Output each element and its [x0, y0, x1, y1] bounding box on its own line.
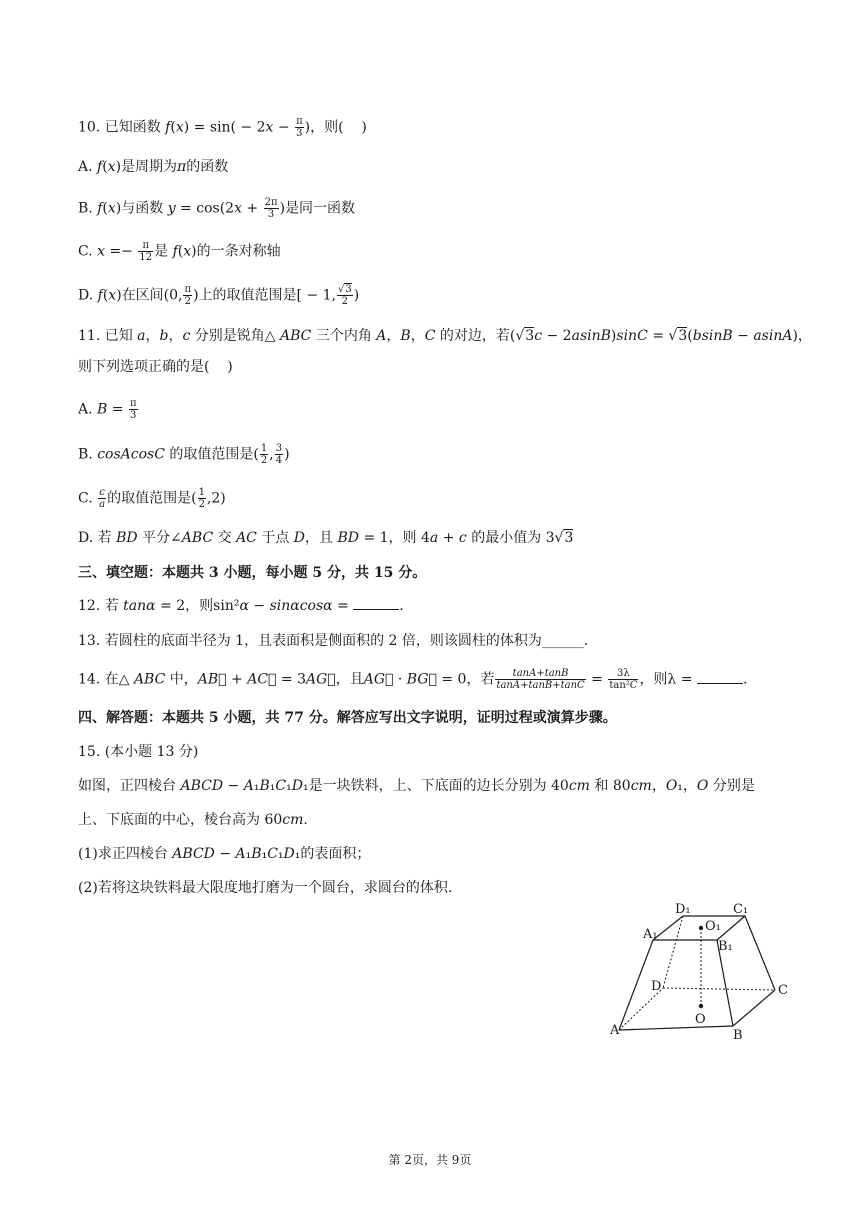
q15-body-line1: 如图，正四棱台 ABCD − A₁B₁C₁D₁是一块铁料，上、下底面的边长分别为 40cm 和 80cm，O₁，O 分别是 [78, 778, 755, 794]
label-A1: A₁ [643, 927, 658, 942]
label-O1: O₁ [705, 919, 721, 934]
q10-option-d: D. f(x)在区间(0, $\frac{\pi}{2}$ )上的取值范围是[ − 1, $\frac{√3}{2}$ ) [78, 284, 360, 307]
label-D: D [651, 979, 662, 994]
label-B: B [733, 1028, 743, 1043]
q15-body-line2: 上、下底面的中心，棱台高为 60cm. [78, 812, 308, 828]
q11-stem-line2: 则下列选项正确的是( ) [78, 359, 233, 375]
q15-head: 15. (本小题 13 分) [78, 744, 199, 760]
frustum-figure [605, 898, 805, 1046]
q11-option-b: B. cosAcosC 的取值范围是( $\frac{1}{2}$ , $\frac{3}{4}$ ) [78, 443, 290, 466]
q11-option-d: D. 若 BD 平分∠ABC 交 AC 于点 D，且 BD = 1，则 4a + c 的最小值为 3√3 [78, 530, 574, 546]
q10-option-a: A. f(x)是周期为π的函数 [78, 159, 229, 175]
q11-stem-line1: 11. 已知 a，b，c 分别是锐角△ ABC 三个内角 A，B，C 的对边，若(√3c − 2asinB)sinC = √3(bsinB − asinA)， [78, 328, 812, 344]
q13: 13. 若圆柱的底面半径为 1，且表面积是侧面积的 2 倍，则该圆柱的体积为______. [78, 633, 589, 649]
label-B1: B₁ [718, 939, 733, 954]
label-C: C [778, 983, 788, 998]
q12: 12. 若 tanα = 2，则sin²α − sinαcosα = . [78, 598, 404, 614]
q15-part2: (2)若将这块铁料最大限度地打磨为一个圆台，求圆台的体积. [78, 880, 453, 896]
q10-stem: 10. 已知函数 f(x) = sin( − 2x − $\frac{\pi}{3}$ )，则( ) [78, 116, 367, 139]
page-footer: 第 2页，共 9页 [388, 1153, 472, 1167]
q11-option-c: C. $\frac{c}{a}$ 的取值范围是( $\frac{1}{2}$ ,2) [78, 487, 226, 510]
q14: 14. 在△ ABC 中，AB⃗ + AC⃗ = 3AG⃗，且AG⃗ · BG⃗ = 0，若 $\frac{\tan A+\tan B}{\tan A+\tan B+\tan C}$ = $\frac{3\lambda}{\text{tan²C}}$ ，则λ = . [78, 668, 748, 691]
section-3-heading: 三、填空题：本题共 3 小题，每小题 5 分，共 15 分。 [78, 565, 427, 581]
q11-option-a: A. B = $\frac{\pi}{3}$ [78, 398, 137, 421]
q15-part1: (1)求正四棱台 ABCD − A₁B₁C₁D₁的表面积； [78, 846, 371, 862]
q10-option-c: C. x =− $\frac{\pi}{12}$ 是 f(x)的一条对称轴 [78, 240, 281, 263]
q10-option-b: B. f(x)与函数 y = cos(2x + $\frac{2\pi}{3}$ )是同一函数 [78, 197, 356, 220]
label-C1: C₁ [733, 902, 749, 917]
label-A: A [610, 1023, 620, 1038]
label-D1: D₁ [675, 902, 691, 917]
section-4-heading: 四、解答题：本题共 5 小题，共 77 分。解答应写出文字说明，证明过程或演算步骤。 [78, 710, 617, 726]
label-O: O [695, 1012, 706, 1027]
